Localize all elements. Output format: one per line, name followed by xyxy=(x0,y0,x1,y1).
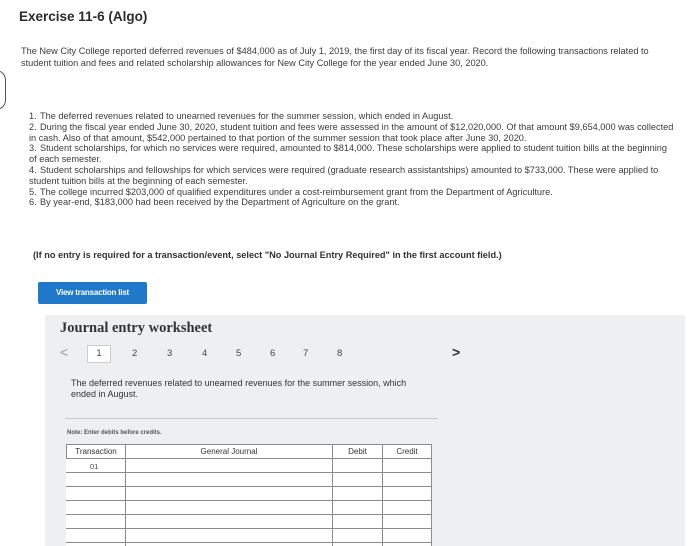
table-row[interactable] xyxy=(66,528,432,529)
debit-column-header: Debit xyxy=(332,444,383,459)
entry-description: The deferred revenues related to unearned revenues for the summer session, which ended in August. xyxy=(71,378,407,399)
credit-column-header: Credit xyxy=(382,444,432,459)
page-7-button[interactable]: 7 xyxy=(303,348,309,359)
transaction-number-cell: 01 xyxy=(90,462,99,471)
transaction-column-header: Transaction xyxy=(66,444,126,459)
intro-paragraph: The New City College reported deferred revenues of $484,000 as of July 1, 2019, the first day of its fiscal year. Record the following transactions related to student tuition and fees and related scholarship allowances for New City College for the year ended June 30, 2020. xyxy=(21,46,649,68)
list-item: 4. Student scholarships and fellowships for which services were required (graduate research assistantships) amounted to $733,000. These were applied to student tuition bills at the beginning of each semester. xyxy=(29,164,659,186)
journal-table xyxy=(66,444,432,546)
next-page-icon[interactable]: > xyxy=(452,344,461,360)
table-row[interactable] xyxy=(66,514,432,515)
list-item: 2. During the fiscal year ended June 30, 2020, student tuition and fees were assessed in the amount of $12,020,000. Of that amount $9,654,000 was collected in cash. Also of that amount, $542,000 pertained to that portion of the summer session that took place after June 30, 2020. xyxy=(29,121,674,143)
page-4-button[interactable]: 4 xyxy=(202,348,208,359)
bracket-mark xyxy=(0,70,6,110)
transactions-list xyxy=(29,111,675,208)
view-transaction-list-button[interactable]: View transaction list xyxy=(38,282,147,304)
page-2-button[interactable]: 2 xyxy=(132,348,138,359)
exercise-title: Exercise 11-6 (Algo) xyxy=(19,9,148,24)
page-6-button[interactable]: 6 xyxy=(270,348,276,359)
list-item: 1. The deferred revenues related to unearned revenues for the summer session, which ended in August. xyxy=(29,111,454,121)
worksheet-title: Journal entry worksheet xyxy=(60,320,213,336)
instruction-text: (If no entry is required for a transaction/event, select "No Journal Entry Required" in the first account field.) xyxy=(33,250,502,260)
page-5-button[interactable]: 5 xyxy=(236,348,242,359)
table-row[interactable] xyxy=(66,472,432,473)
list-item: 3. Student scholarships, for which no services were required, amounted to $814,000. These scholarships were applied to student tuition bills at the beginning of each semester. xyxy=(29,143,667,165)
general-journal-column-header: General Journal xyxy=(125,444,333,459)
table-row[interactable] xyxy=(66,500,432,501)
page-8-button[interactable]: 8 xyxy=(337,348,343,359)
page-1-button[interactable]: 1 xyxy=(87,345,111,363)
table-row[interactable] xyxy=(66,542,432,543)
list-item: 5. The college incurred $203,000 of qualified expenditures under a cost-reimbursement grant from the Department of Agriculture. xyxy=(29,186,553,197)
entry-note: Note: Enter debits before credits. xyxy=(67,430,162,436)
previous-page-icon[interactable]: < xyxy=(60,344,69,360)
table-row[interactable] xyxy=(66,486,432,487)
list-item: 6. By year-end, $183,000 had been received by the Department of Agriculture on the grant. xyxy=(29,197,400,208)
page-3-button[interactable]: 3 xyxy=(167,348,173,359)
